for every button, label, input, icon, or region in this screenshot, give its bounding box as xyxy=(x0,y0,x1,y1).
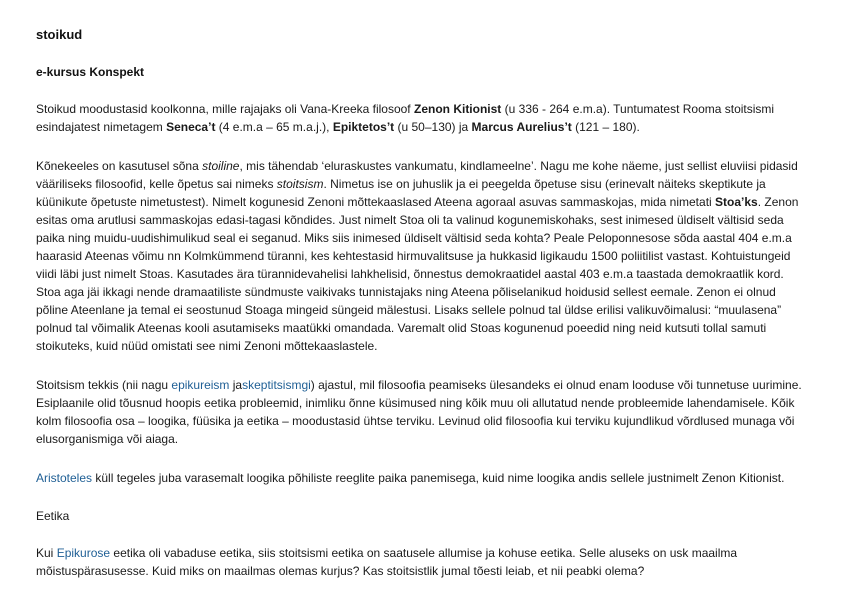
page-subtitle: e-kursus Konspekt xyxy=(36,65,145,79)
page-title: stoikud xyxy=(36,27,83,42)
paragraph-stoa: Kõnekeeles on kasutusel sõna stoiline, mis tähendab ‘eluraskustes vankumatu, kindlameelne’. Nagu me kohe näeme, just sellist eluviisi pidasid vääriliseks filosoofid, kelle õpetus sai nimeks stoitsism. Nimetus ise on juhuslik ja ei peegelda õpetuse sisu (erinevalt näiteks skeptikute ja küünikute õpetuste nimetustest). Nimelt kogunesid Zenoni mõttekaaslased Ateena agoraal asuvas sammaskojas, mida nimetati Stoa’ks. Zenon esitas oma arutlusi sammaskojas edasi-tagasi kõndides. Just nimelt Stoa oli ta valinud kogunemiskohaks, sest inimesed üldiselt vältisid seda paika ning muidu-uudishimulikud seal ei seganud. Miks siis inimesed üldiselt vältisid seda kohta? Peale Peloponnesose sõda aastal 404 e.m.a haarasid Ateenas võimu nn Kolmkümmend türanni, kes kehtestasid hirmuvalitsuse ja hukkasid ligikaudu 1500 poliitilist vastast. Kohtuistungeid viidi läbi just nimelt Stoas. Kasutades ära türannidevahelisi lahkhelisid, õnnestus demokraatidel aastal 403 e.m.a taastada demokraatlik kord. Stoa aga jäi ikkagi nende dramaatiliste sündmuste vaikivaks tunnistajaks ning Ateena põliselanikud hoidusid sellest eemale. Zenon ei olnud põline Ateenlane ja temal ei seostunud Stoaga mingeid süngeid mälestusi. Lisaks sellele polnud tal üldse erilisi valikuvõimalusi: “muulasena” polnud tal võimalik Ateenas kooli asutamiseks maatükki omandada. Varemalt olid Stoas kogunenud poeedid ning neid kutsuti tollal samuti stoikuteks, kuid nüüd omistati see nimi Zenoni mõttekaaslastele. xyxy=(36,159,799,353)
bold-epiktetos: Epiktetos’t xyxy=(332,120,395,134)
link-epikurose[interactable]: Epikurose xyxy=(56,546,111,560)
bold-seneca: Seneca’t xyxy=(166,120,216,134)
link-skeptitsismgi[interactable]: skeptitsismgi xyxy=(242,378,311,392)
bold-stoaks: Stoa’ks xyxy=(715,195,758,209)
link-epikureism[interactable]: epikureism xyxy=(171,378,230,392)
italic-stoiline: stoiline xyxy=(202,159,240,173)
link-aristoteles[interactable]: Aristoteles xyxy=(36,471,93,485)
paragraph-aristoteles: Aristoteles küll tegeles juba varasemalt loogika põhiliste reeglite paika panemisega, kuid nime loogika andis sellele justnimelt Zenon Kitionist. xyxy=(36,471,785,485)
paragraph-ethics: Kui Epikurose eetika oli vabaduse eetika, siis stoitsismi eetika on saatusele allumise ja kohuse eetika. Selle aluseks on usk maailma mõistuspärasusesse. Kuid miks on maailmas olemas kurjus? Kas stoitsistlik jumal tõesti leiab, et nii peabki olema? xyxy=(36,546,738,578)
section-heading-eetika: Eetika xyxy=(36,509,70,523)
italic-stoitsism: stoitsism xyxy=(276,177,324,191)
paragraph-origin: Stoitsism tekkis (nii nagu epikureism jaskeptitsismgi) ajastul, mil filosoofia peamiseks ülesandeks ei olnud enam looduse või tunnetuse uurimine. Esiplaanile olid tõusnud hoopis eetika probleemid, inimliku õnne küsimused ning kõik muu oli allutatud nende probleemide lahendamisele. Kõik kolm filosoofia osa – loogika, füüsika ja eetika – moodustasid ühtse terviku. Levinud olid filosoofia kui terviku kujundlikud võrdlused munaga või elusorganismiga või aiaga. xyxy=(36,378,802,446)
bold-zenon: Zenon Kitionist xyxy=(413,102,502,116)
paragraph-intro: Stoikud moodustasid koolkonna, mille rajajaks oli Vana-Kreeka filosoof Zenon Kitionist (u 336 - 264 e.m.a). Tuntumatest Rooma stoitsismi esindajatest nimetagem Seneca’t (4 e.m.a – 65 m.a.j.), Epiktetos’t (u 50–130) ja Marcus Aurelius’t (121 – 180). xyxy=(36,102,775,134)
bold-marcus-aurelius: Marcus Aurelius’t xyxy=(471,120,572,134)
